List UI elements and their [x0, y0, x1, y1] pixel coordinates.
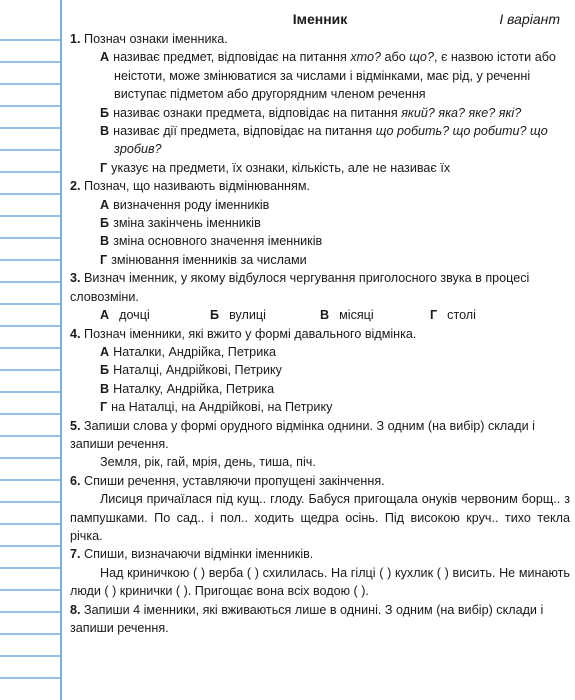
question-number: 4. — [70, 326, 81, 341]
option-letter: А — [100, 50, 110, 65]
question-text: Запиши 4 іменники, які вживаються лише в однині. З одним (на вибір) склади і запиши речення. — [70, 602, 544, 635]
question-3 — [70, 269, 570, 306]
option-question-word: що робить? що робити? що зробив? — [114, 124, 548, 157]
option-letter: Б — [100, 216, 110, 231]
option-d[interactable] — [100, 398, 570, 416]
option-a[interactable] — [100, 48, 570, 103]
option-text: указує на предмети, їх ознаки, кількість, але не називає їх — [111, 160, 451, 175]
question-2 — [70, 177, 570, 195]
option-text: зміна основного значення іменників — [113, 234, 323, 249]
option-text: змінювання іменників за числами — [111, 252, 307, 267]
option-letter: Г — [100, 400, 108, 415]
option-text: називає дії предмета, відповідає на питання — [113, 124, 376, 139]
option-text: визначення роду іменників — [113, 197, 270, 212]
question-number: 3. — [70, 271, 81, 286]
option-letter: А — [100, 308, 110, 323]
exercise-text: Лисиця причаїлася під кущ.. глоду. Бабуся пригощала онуків червоним борщ.. з пампушками. По сад.. і пол.. ходить щедра осінь. Під високою круч.. тихо текла річка. — [70, 492, 570, 543]
option-text: зміна закінчень іменників — [113, 216, 261, 231]
option-text: , є назвою істоти або неістоти, може змінюватися за числами і відмінками, має рід, у реченні виступає підметом або другорядним членом речення — [114, 50, 556, 102]
question-text: Спиши, визначаючи відмінки іменників. — [84, 547, 314, 562]
question-5 — [70, 417, 570, 454]
option-letter: Б — [100, 105, 110, 120]
option-c[interactable] — [100, 122, 570, 159]
options-row — [100, 306, 540, 324]
question-1 — [70, 30, 570, 48]
question-number: 8. — [70, 602, 81, 617]
question-4 — [70, 325, 570, 343]
worksheet-header — [70, 8, 570, 30]
option-d[interactable] — [100, 159, 570, 177]
option-text: називає ознаки предмета, відповідає на питання — [113, 105, 402, 120]
notebook-margin-lines — [0, 0, 64, 700]
question-number: 2. — [70, 179, 81, 194]
option-b[interactable] — [100, 361, 570, 379]
option-c[interactable] — [100, 232, 570, 250]
worksheet — [70, 8, 570, 637]
option-a[interactable] — [100, 196, 570, 214]
option-question-word: що? — [409, 50, 434, 65]
question-number: 6. — [70, 473, 81, 488]
question-text: Познач іменники, які вжито у формі давального відмінка. — [84, 326, 417, 341]
option-b[interactable] — [100, 214, 570, 232]
question-number: 5. — [70, 418, 81, 433]
option-text: вулиці — [229, 308, 266, 323]
option-b[interactable] — [210, 306, 320, 324]
option-letter: Б — [100, 363, 110, 378]
exercise-text: Над криничкою ( ) верба ( ) схилилась. На гілці ( ) кухлик ( ) висить. Не минають люди ( ) кринички ( ). Пригощає вона всіх водою ( ). — [70, 565, 570, 599]
option-question-word: хто? — [350, 50, 381, 65]
option-text: Наталки, Андрійка, Петрика — [113, 344, 277, 359]
question-6 — [70, 472, 570, 490]
option-letter: В — [100, 381, 110, 396]
option-text: Наталці, Андрійкові, Петрику — [113, 363, 282, 378]
option-d[interactable] — [430, 306, 540, 324]
question-text: Визнач іменник, у якому відбулося чергування приголосного звука в процесі словозміни. — [70, 271, 530, 304]
variant-label: І варіант — [499, 11, 560, 27]
option-letter: Б — [210, 308, 220, 323]
option-letter: А — [100, 344, 110, 359]
option-d[interactable] — [100, 251, 570, 269]
option-b[interactable] — [100, 104, 570, 122]
question-text: Познач ознаки іменника. — [84, 32, 228, 46]
option-c[interactable] — [100, 380, 570, 398]
question-text: Запиши слова у формі орудного відмінка однини. З одним (на вибір) склади і запиши речення. — [70, 418, 535, 451]
question-number: 7. — [70, 547, 81, 562]
option-a[interactable] — [100, 306, 210, 324]
option-text: на Наталці, на Андрійкові, на Петрику — [111, 400, 333, 415]
option-text: дочці — [119, 308, 150, 323]
option-text: називає предмет, відповідає на питання — [113, 50, 351, 65]
option-letter: В — [100, 124, 110, 139]
option-text: Наталку, Андрійка, Петрика — [113, 381, 275, 396]
option-question-word: який? яка? яке? які? — [401, 105, 522, 120]
question-8 — [70, 601, 570, 638]
option-letter: А — [100, 197, 110, 212]
option-letter: В — [100, 234, 110, 249]
page-title: Іменник — [292, 11, 348, 27]
question-number: 1. — [70, 32, 81, 46]
option-c[interactable] — [320, 306, 430, 324]
option-text: місяці — [339, 308, 374, 323]
question-7 — [70, 545, 570, 563]
option-a[interactable] — [100, 343, 570, 361]
option-text: столі — [447, 308, 476, 323]
option-letter: Г — [100, 160, 108, 175]
option-letter: Г — [430, 308, 438, 323]
question-text: Спиши речення, уставляючи пропущені закінчення. — [84, 473, 385, 488]
word-list: Земля, рік, гай, мрія, день, тиша, піч. — [100, 455, 316, 470]
question-text: Познач, що називають відмінюванням. — [84, 179, 310, 194]
option-letter: Г — [100, 252, 108, 267]
option-letter: В — [320, 308, 330, 323]
option-text: або — [380, 50, 410, 65]
